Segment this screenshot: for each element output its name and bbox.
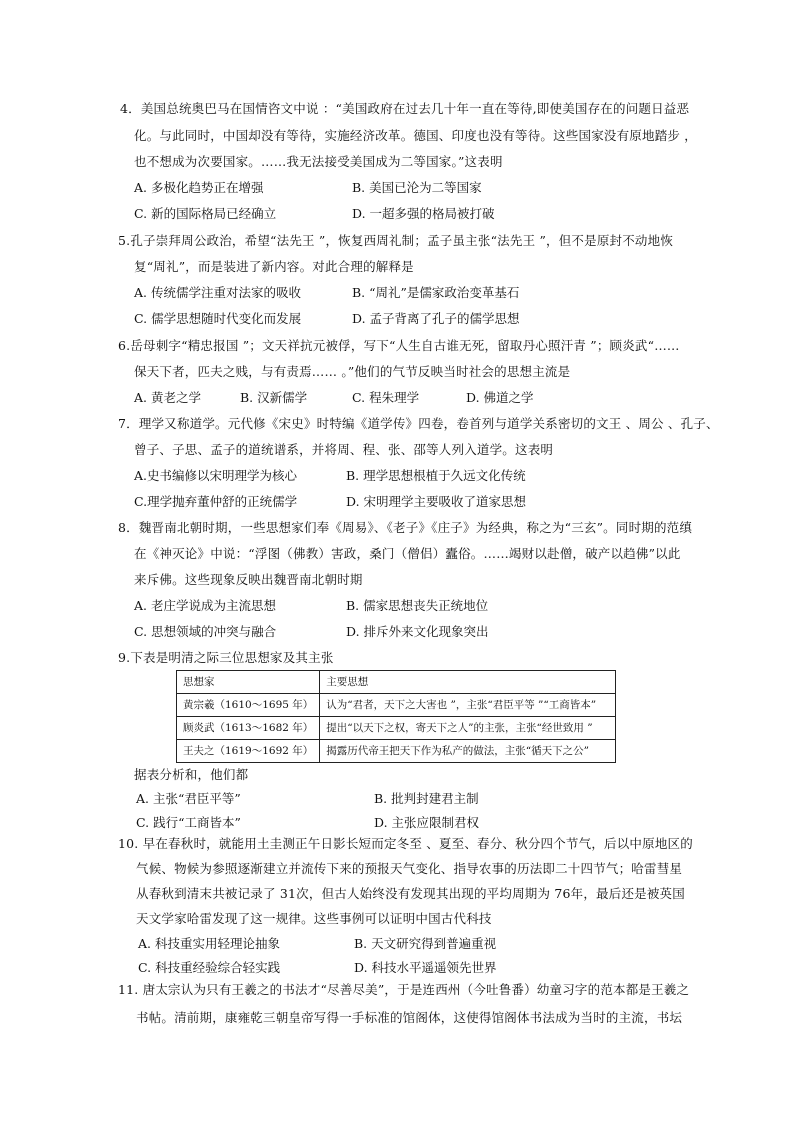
table-header-cell: 思想家 bbox=[177, 671, 320, 694]
q4-stem-line-1: 4．美国总统奥巴马在国情咨文中说 ：“美国政府在过去几十年一直在等待,即使美国存在的问题日益恶 bbox=[120, 101, 690, 116]
q10-option-c: C. 科技重经验综合轻实践 bbox=[138, 960, 281, 975]
q10-stem-line-1: 10. 早在春秋时，就能用土圭测正午日影长短而定冬至 、夏至、春分、秋分四个节气，后以中原地区的 bbox=[118, 836, 693, 851]
q11-stem-line-1: 11. 唐太宗认为只有王羲之的书法才“尽善尽美”，于是连西州（今吐鲁番）幼童习字的范本都是王羲之 bbox=[118, 982, 690, 997]
table-cell-thought: 提出“以天下之权，寄天下之人”的主张，主张“经世致用 ” bbox=[320, 717, 616, 740]
q6-option-c: C. 程朱理学 bbox=[352, 390, 420, 405]
q5-option-a: A. 传统儒学注重对法家的吸收 bbox=[134, 285, 301, 300]
q5-option-d: D. 孟子背离了孔子的儒学思想 bbox=[352, 311, 520, 326]
q8-stem-line-1: 8．魏晋南北朝时期，一些思想家们奉《周易》、《老子》《庄子》为经典，称之为“三玄”。同时期的范缜 bbox=[118, 520, 693, 535]
q6-option-d: D. 佛道之学 bbox=[466, 390, 534, 405]
q6-stem-line-1: 6.岳母刺字“精忠报国 ”；文天祥抗元被俘，写下“人生自古谁无死，留取丹心照汗青 ”；顾炎武“…… bbox=[118, 338, 680, 353]
q6-option-b: B. 汉新儒学 bbox=[240, 390, 308, 405]
table-row bbox=[177, 740, 616, 763]
table-cell-thought: 认为“君者，天下之大害也 ”，主张“君臣平等 ”“工商皆本” bbox=[320, 694, 616, 717]
q9-after-table: 据表分析和，他们都 bbox=[134, 767, 249, 782]
table-cell-thinker: 顾炎武（1613～1682 年） bbox=[177, 717, 320, 740]
q4-stem-line-2: 化。与此同时，中国却没有等待，实施经济改革。德国、印度也没有等待。这些国家没有原地踏步 ， bbox=[134, 128, 697, 143]
q9-option-d: D. 主张应限制君权 bbox=[374, 815, 480, 830]
q8-option-b: B. 儒家思想丧失正统地位 bbox=[346, 598, 489, 613]
table-row bbox=[177, 694, 616, 717]
q8-option-c: C. 思想领域的冲突与融合 bbox=[134, 624, 277, 639]
q4-option-c: C. 新的国际格局已经确立 bbox=[134, 206, 277, 221]
table-cell-thought: 揭露历代帝王把天下作为私产的做法，主张“循天下之公” bbox=[320, 740, 616, 763]
q10-option-d: D. 科技水平遥遥领先世界 bbox=[354, 960, 497, 975]
q5-option-c: C. 儒学思想随时代变化而发展 bbox=[134, 311, 302, 326]
q6-option-a: A. 黄老之学 bbox=[134, 390, 201, 405]
q9-intro: 9.下表是明清之际三位思想家及其主张 bbox=[118, 650, 334, 665]
q10-option-b: B. 天文研究得到普遍重视 bbox=[354, 936, 497, 951]
q4-stem-line-3: 也不想成为次要国家。……我无法接受美国成为二等国家。”这表明 bbox=[134, 154, 503, 169]
q7-stem-line-2: 曾子、子思、孟子的道统谱系，并将周、程、张、邵等人列入道学。这表明 bbox=[134, 442, 554, 457]
q5-option-b: B. “周礼”是儒家政治变革基石 bbox=[352, 285, 520, 300]
q10-stem-line-2: 气候、物候为参照逐渐建立并流传下来的预报天气变化、指导农事的历法即二十四节气；哈雷彗星 bbox=[136, 861, 683, 876]
q8-stem-line-3: 来斥佛。这些现象反映出魏晋南北朝时期 bbox=[134, 572, 363, 587]
q8-option-d: D. 排斥外来文化现象突出 bbox=[346, 624, 489, 639]
q7-stem-line-1: 7．理学又称道学。元代修《宋史》时特编《道学传》四卷，卷首列与道学关系密切的文王 、周公 、孔子、 bbox=[118, 416, 719, 431]
q7-option-c: C.理学抛弃董仲舒的正统儒学 bbox=[134, 494, 298, 509]
q9-table bbox=[176, 670, 616, 763]
q8-option-a: A. 老庄学说成为主流思想 bbox=[134, 598, 276, 613]
q7-option-d: D. 宋明理学主要吸收了道家思想 bbox=[346, 494, 527, 509]
table-cell-thinker: 王夫之（1619～1692 年） bbox=[177, 740, 320, 763]
q9-option-b: B. 批判封建君主制 bbox=[374, 791, 479, 806]
q10-option-a: A. 科技重实用轻理论抽象 bbox=[138, 936, 280, 951]
table-row bbox=[177, 717, 616, 740]
q5-stem-line-1: 5.孔子崇拜周公政治，希望“法先王 ”，恢复西周礼制；孟子虽主张“法先王 ”，但不是原封不动地恢 bbox=[118, 233, 674, 248]
q9-option-c: C. 践行“工商皆本” bbox=[136, 815, 241, 830]
q6-stem-line-2: 保天下者，匹夫之贱，与有责焉…… 。”他们的气节反映当时社会的思想主流是 bbox=[134, 364, 571, 379]
table-header-row bbox=[177, 671, 616, 694]
q4-option-b: B. 美国已沦为二等国家 bbox=[352, 180, 482, 195]
q9-option-a: A. 主张“君臣平等” bbox=[136, 791, 241, 806]
q5-stem-line-2: 复“周礼”，而是装进了新内容。对此合理的解释是 bbox=[134, 259, 414, 274]
q7-option-b: B. 理学思想根植于久远文化传统 bbox=[346, 468, 526, 483]
table-cell-thinker: 黄宗羲（1610～1695 年） bbox=[177, 694, 320, 717]
q11-stem-line-2: 书帖。清前期，康雍乾三朝皇帝写得一手标准的馆阁体，这使得馆阁体书法成为当时的主流，书坛 bbox=[136, 1010, 683, 1025]
table-header-cell: 主要思想 bbox=[320, 671, 616, 694]
q8-stem-line-2: 在《神灭论》中说：“浮图（佛教）害政，桑门（僧侣）蠹俗。……竭财以赴僧，破产以趋佛”以此 bbox=[134, 546, 681, 561]
q4-option-a: A. 多极化趋势正在增强 bbox=[134, 180, 264, 195]
q4-option-d: D. 一超多强的格局被打破 bbox=[352, 206, 495, 221]
q10-stem-line-3: 从春秋到清末共被记录了 31次，但古人始终没有发现其出现的平均周期为 76年，最后还是被英国 bbox=[136, 886, 685, 901]
q10-stem-line-4: 天文学家哈雷发现了这一规律。这些事例可以证明中国古代科技 bbox=[136, 911, 492, 926]
q7-option-a: A.史书编修以宋明理学为核心 bbox=[134, 468, 298, 483]
